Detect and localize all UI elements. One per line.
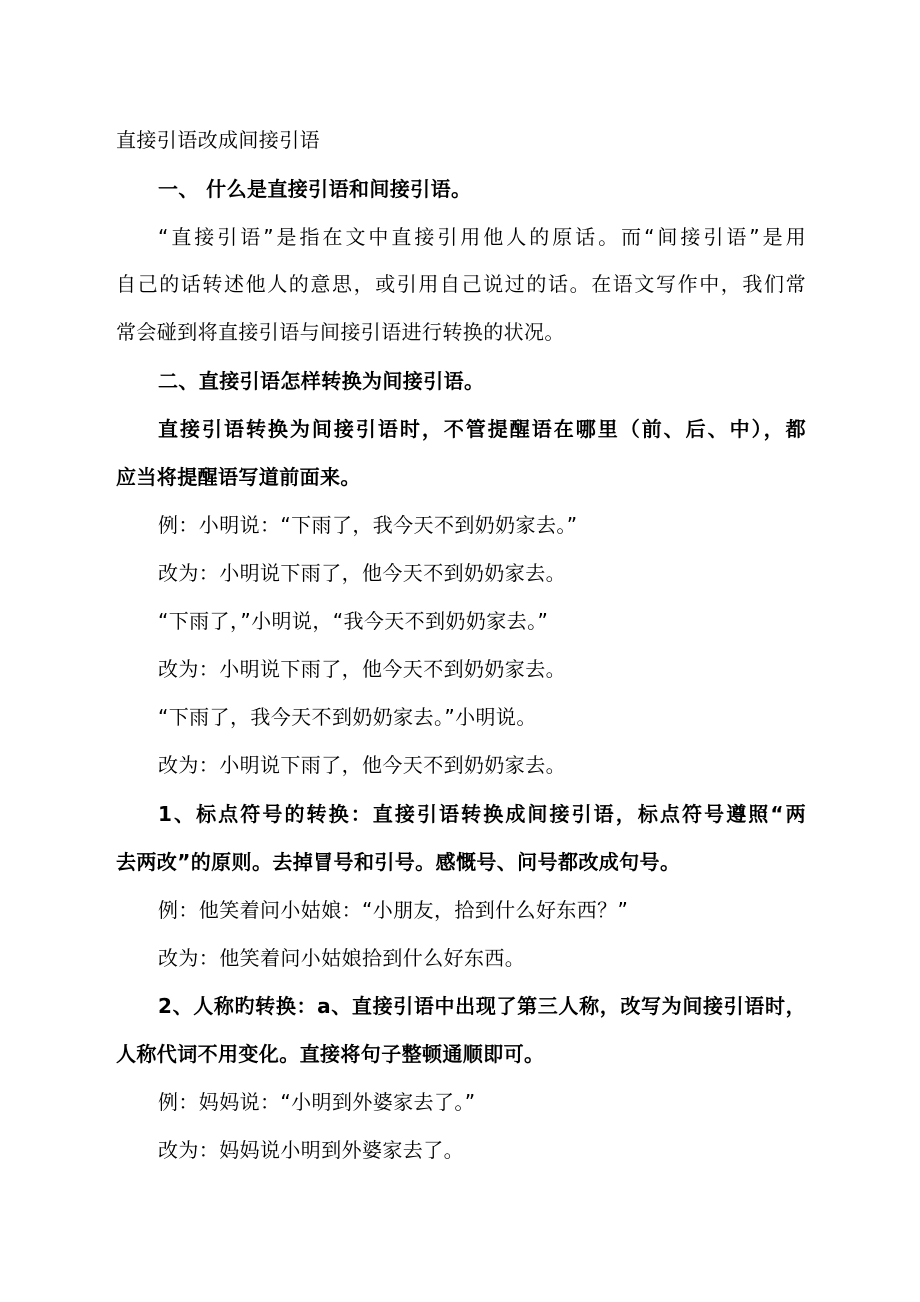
example-line: 改为：小明说下雨了，他今天不到奶奶家去。 <box>158 561 566 585</box>
intro-paragraph-line: “直接引语”是指在文中直接引用他人的原话。而“间接引语”是用 <box>158 225 806 249</box>
example-line: 改为：小明说下雨了，他今天不到奶奶家去。 <box>158 753 566 777</box>
rule-paragraph-line: 去两改”的原则。去掉冒号和引号。感慨号、问号都改成句号。 <box>116 850 681 874</box>
example-line: 改为：小明说下雨了，他今天不到奶奶家去。 <box>158 657 566 681</box>
rule-paragraph-line: 2、人称旳转换：a、直接引语中出现了第三人称，改写为间接引语时， <box>158 994 806 1018</box>
section-heading-1: 一、 什么是直接引语和间接引语。 <box>158 177 472 201</box>
section-heading-2: 二、直接引语怎样转换为间接引语。 <box>158 369 485 393</box>
intro-paragraph-line: 自己的话转述他人的意思，或引用自己说过的话。在语文写作中，我们常 <box>116 272 806 296</box>
rule-paragraph-line: 应当将提醒语写道前面来。 <box>116 465 361 489</box>
example-line: 例：妈妈说：“小明到外婆家去了。” <box>158 1090 476 1114</box>
example-line: 例：他笑着问小姑娘：“小朋友，拾到什么好东西？” <box>158 898 629 922</box>
example-line: 改为：妈妈说小明到外婆家去了。 <box>158 1138 464 1162</box>
example-line: 改为：他笑着问小姑娘拾到什么好东西。 <box>158 946 526 970</box>
rule-paragraph-line: 人称代词不用变化。直接将句子整顿通顺即可。 <box>116 1042 545 1066</box>
example-line: “下雨了，我今天不到奶奶家去。”小明说。 <box>158 705 537 729</box>
example-line: “下雨了，”小明说，“我今天不到奶奶家去。” <box>158 609 549 633</box>
document-title: 直接引语改成间接引语 <box>116 128 320 152</box>
rule-paragraph-line: 1、标点符号的转换：直接引语转换成间接引语，标点符号遵照“两 <box>158 802 806 826</box>
example-line: 例：小明说：“下雨了，我今天不到奶奶家去。” <box>158 513 578 537</box>
intro-paragraph-line: 常会碰到将直接引语与间接引语进行转换的状况。 <box>116 320 565 344</box>
rule-paragraph-line: 直接引语转换为间接引语时，不管提醒语在哪里（前、后、中），都 <box>158 417 806 441</box>
